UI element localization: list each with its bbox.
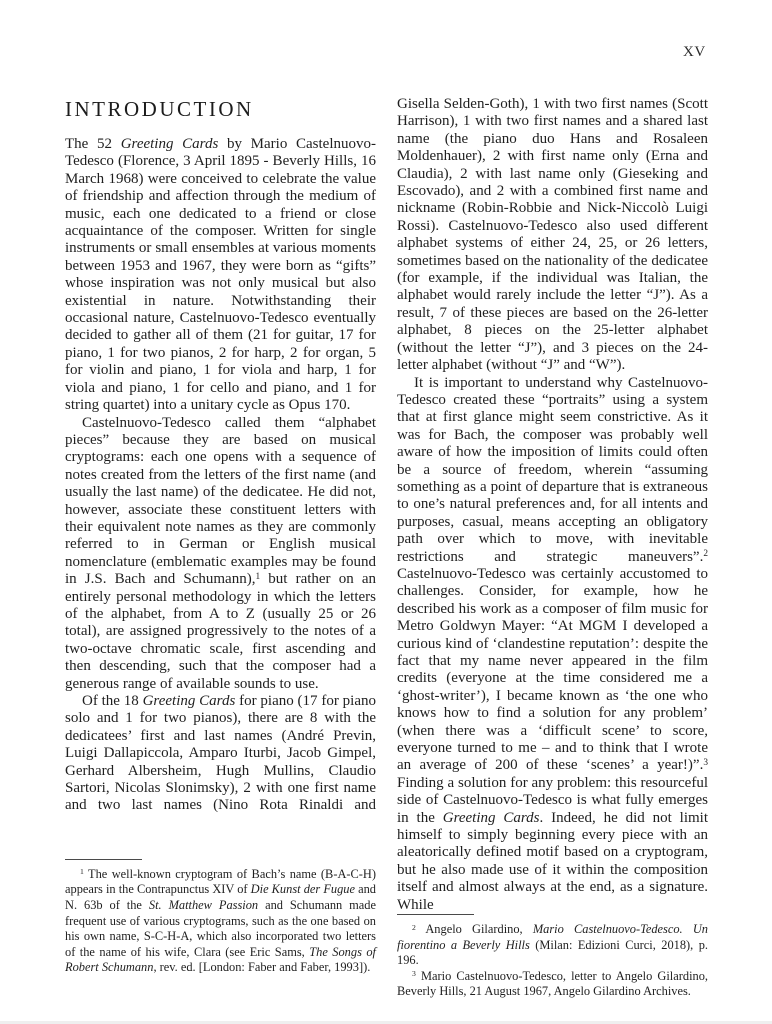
page-number: XV — [683, 44, 706, 60]
footnote-ref: 3 — [703, 758, 708, 769]
paragraph: It is important to understand why Castelnuovo-Tedesco created these “portraits” using a system that at first glance might seem constrictive. As it was for Bach, the composer was probably well aware of how the imposition of limits could often be a source of freedom, wherein “assuming something as a point of departure that is extraneous to one’s natural preferences and, for all intents and purposes, casual, means accepting an obligatory path over which to move, with inevitable restrictions and strategic maneuvers”.$^2$ Castelnuovo-Tedesco was certainly accustomed to challenges. Consider, for example, how he described his work as a composer of film music for Metro Goldwyn Mayer: “At MGM I developed a curious kind of ‘clandestine reputation’: despite the fact that my name never appeared in the film credits (everyone at the time considered me a ‘ghost-writer’), I became known as ‘the one who knows how to find a solution for any problem’ (when there was a ‘difficult scene’ to score, everyone turned to me – and to think that I wrote an average of 200 of these ‘scenes’ a year!)”.$^3$ Finding a solution for any problem: this resourceful side of Castelnuovo-Tedesco is what fully emerges in the Greeting Cards. Indeed, he did not limit himself to simply beginning every piece with an aleatorically defined motif based on a cryptogram, but he also made use of it within the composition itself and almost always at the end, as a signature. While — [397, 374, 709, 913]
footnote-separator — [65, 859, 142, 860]
footnote-ref: 2 — [703, 549, 708, 560]
footnote-separator — [397, 914, 474, 915]
paragraph: Castelnuovo-Tedesco called them “alphabet pieces” because they are based on musical cryptograms: each one opens with a sequence of notes created from the letters of the first name (and usually the last name) of the dedicatee. He did not, however, associate these constituent letters with their equivalent note names as they are commonly referred to in German or English musical nomenclature (emblematic examples may be found in J.S. Bach and Schumann),$^1$ but rather on an entirely personal methodology in which the letters of the alphabet, from A to Z (usually 25 or 26 total), are assigned progressively to the notes of a two-octave chromatic scale, first ascending and then descending, such that the composer had a generous range of available sounds to use. — [65, 414, 376, 692]
footnote-ref: 1 — [255, 571, 261, 582]
right-column — [397, 96, 709, 999]
footnote-ref: 2 — [412, 922, 416, 932]
left-column — [65, 96, 376, 976]
footnote: $^1$ The well-known cryptogram of Bach’s name (B-A-C-H) appears in the Contrapunctus XIV of Die Kunst der Fugue and N. 63b of the St. Matthew Passion and Schumann made frequent use of various cryptograms, such as the one based on his own name, S-C-H-A, which also incorporated two letters of the name of his wife, Clara (see Eric Sams, The Songs of Robert Schumann, rev. ed. [London: Faber and Faber, 1993]). — [65, 866, 376, 975]
paragraph: Of the 18 Greeting Cards for piano (17 for piano solo and 1 for two pianos), there are 8 with the dedicatees’ first and last names (André Previn, Luigi Dallapiccola, Amparo Iturbi, Jacob Gimpel, Gerhard Albersheim, Hugh Mullins, Claudio Sartori, Nicolas Slonimsky), 2 with one first name and two last names (Nino Rota Rinaldi and — [65, 693, 376, 814]
footnotes-right — [397, 914, 708, 1000]
paragraph: Gisella Selden-Goth), 1 with two first names (Scott Harrison), 1 with two first names and a shared last name (the piano duo Hans and Rosaleen Moldenhauer), 2 with first name only (Erna and Claudia), 2 with last name only (Gieseking and Escovado), and 2 with a combined first name and nickname (Robin-Robbie and Nick-Niccolò Luigi Rossi). Castelnuovo-Tedesco also used different alphabet systems of either 24, 25, or 26 letters, sometimes based on the nationality of the dedicatee (for example, if the individual was Italian, the alphabet would rarely include the letter “J”). As a result, 7 of these pieces are based on the 26-letter alphabet, 8 pieces on the 25-letter alphabet (without the letter “J”), and 3 pieces on the 24-letter alphabet (without “J” and “W”). — [397, 96, 708, 374]
footnote: $^2$ Angelo Gilardino, Mario Castelnuovo-Tedesco. Un fiorentino a Beverly Hills (Milan: Edizioni Curci, 2018), p. 196. — [397, 922, 709, 968]
footnote-ref: 3 — [412, 969, 416, 979]
paragraph: The 52 Greeting Cards by Mario Castelnuovo-Tedesco (Florence, 3 April 1895 - Beverly Hills, 16 March 1968) were conceived to celebrate the value of friendship and affection through the medium of music, each one dedicated to a friend or close acquaintance of the composer. Written for single instruments or small ensembles at various moments between 1953 and 1967, they were born as “gifts” whose inspiration was not only musical but also existential in nature. Notwithstanding their occasional nature, Castelnuovo-Tedesco eventually decided to gather all of them (21 for guitar, 17 for piano, 1 for two pianos, 2 for harp, 2 for organ, 5 for violin and piano, 1 for viola and harp, 1 for viola and piano, 1 for cello and piano, and 1 for string quartet) into a unitary cycle as Opus 170. — [65, 136, 376, 414]
chapter-heading: INTRODUCTION — [65, 97, 254, 121]
footnotes-left — [65, 859, 376, 976]
footnote-ref: 1 — [80, 867, 84, 877]
page-content — [65, 96, 709, 999]
footnote: $^3$ Mario Castelnuovo-Tedesco, letter to Angelo Gilardino, Beverly Hills, 21 August 1967, Angelo Gilardino Archives. — [397, 968, 708, 999]
